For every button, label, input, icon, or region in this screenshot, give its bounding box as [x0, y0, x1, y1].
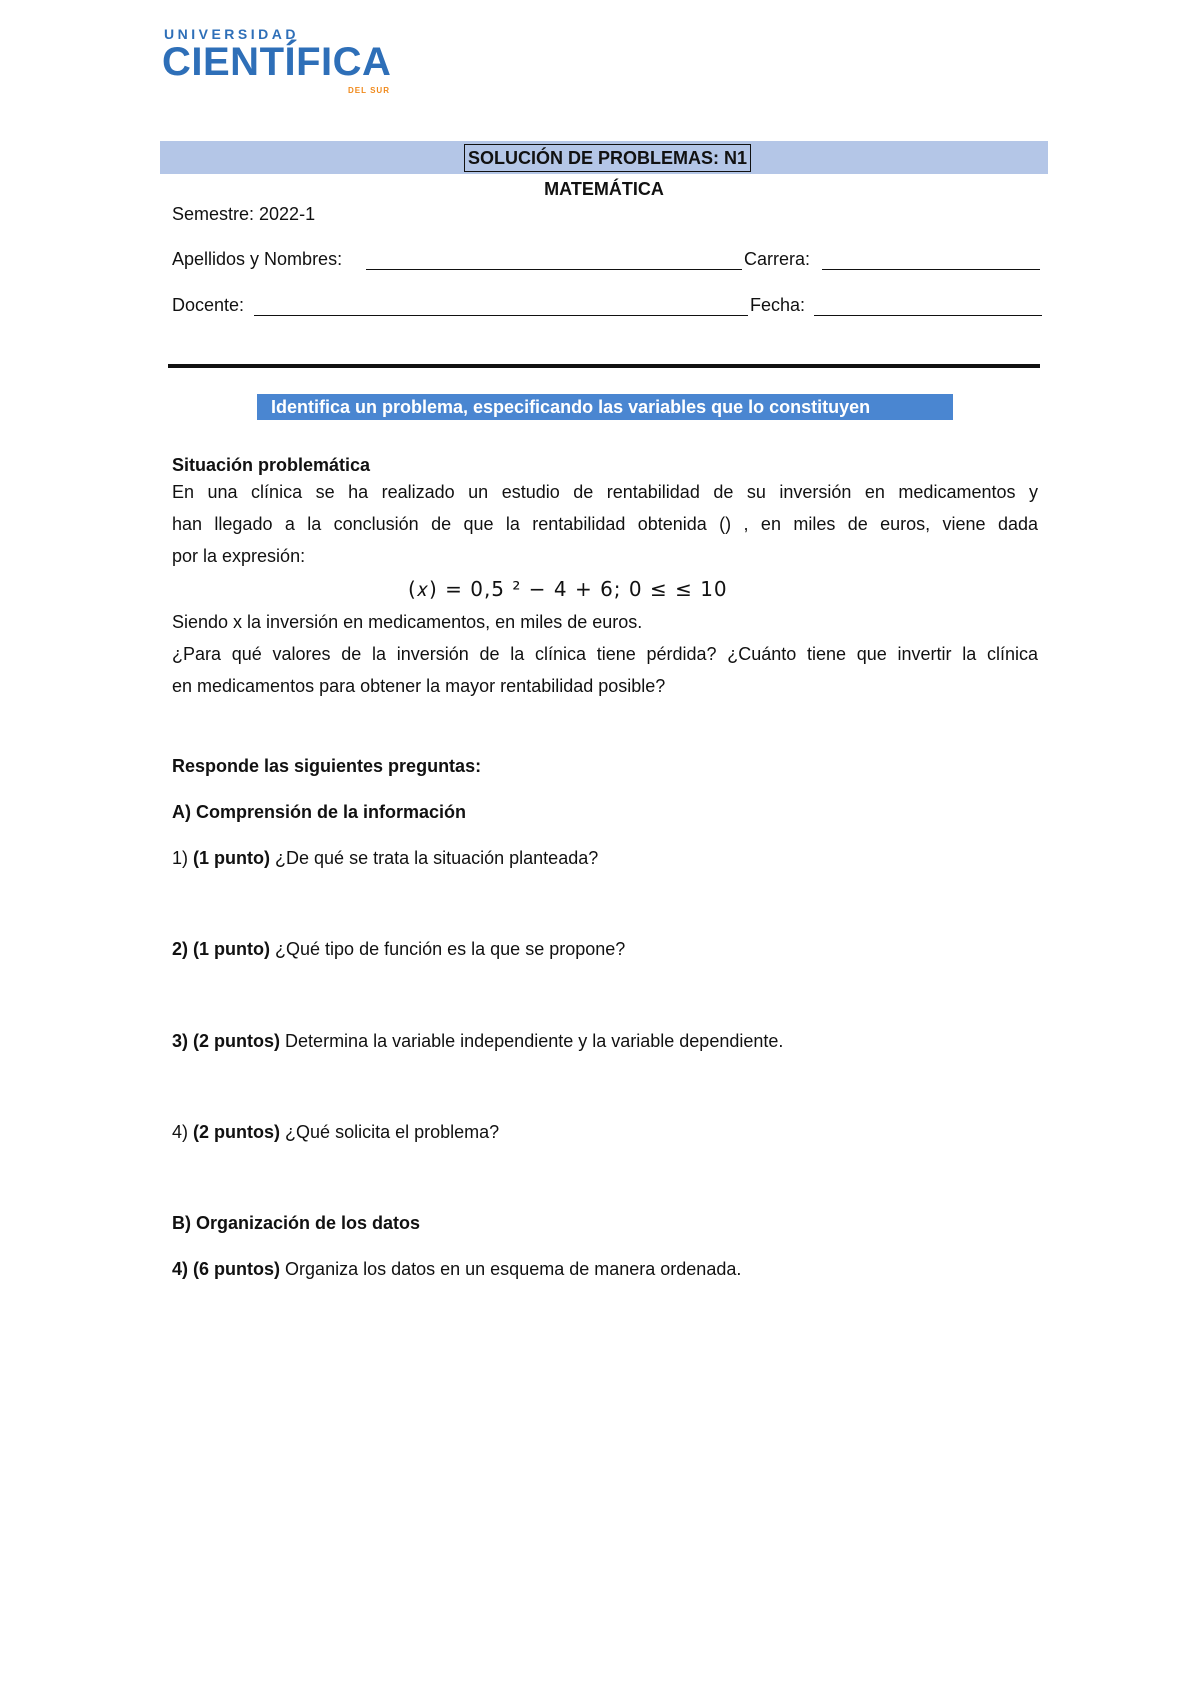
situation-heading: Situación problemática — [172, 455, 371, 475]
question-number: 4) — [172, 1259, 189, 1279]
document-title: SOLUCIÓN DE PROBLEMAS: N1 — [464, 144, 751, 172]
question-number: 1) — [172, 848, 189, 868]
question-points: (6 puntos) — [193, 1259, 281, 1279]
question-5 — [172, 1256, 741, 1282]
question-text: Determina la variable independiente y la variable dependiente. — [285, 1031, 784, 1051]
question-text: ¿De qué se trata la situación planteada? — [275, 848, 599, 868]
question-points: (2 puntos) — [193, 1031, 281, 1051]
career-blank[interactable] — [822, 269, 1040, 270]
university-logo — [162, 26, 402, 95]
part-b-heading: B) Organización de los datos — [172, 1213, 421, 1233]
situation-line: ¿Para qué valores de la inversión de la clínica tiene pérdida? ¿Cuánto tiene que invertir la clínica — [172, 644, 1038, 664]
question-points: (1 punto) — [193, 939, 271, 959]
date-label: Fecha: — [750, 295, 806, 315]
situation-line: han llegado a la conclusión de que la rentabilidad obtenida () , en miles de euros, viene dada — [172, 514, 1038, 534]
situation-continuation — [172, 606, 1038, 702]
part-a-heading: A) Comprensión de la información — [172, 802, 467, 822]
questions-heading: Responde las siguientes preguntas: — [172, 756, 482, 776]
logo-sub-text: DEL SUR — [348, 86, 390, 95]
situation-line: Siendo x la inversión en medicamentos, en miles de euros. — [172, 612, 643, 632]
question-2 — [172, 936, 625, 962]
question-number: 3) — [172, 1031, 189, 1051]
question-text: ¿Qué solicita el problema? — [285, 1122, 500, 1142]
document-subtitle: MATEMÁTICA — [544, 179, 664, 199]
situation-line: En una clínica se ha realizado un estudio de rentabilidad de su inversión en medicamentos y — [172, 482, 1038, 502]
question-number: 4) — [172, 1122, 189, 1142]
divider-rule — [168, 364, 1040, 368]
question-points: (1 punto) — [193, 848, 271, 868]
logo-top-text: UNIVERSIDAD — [164, 26, 299, 42]
question-4 — [172, 1119, 499, 1145]
question-text: Organiza los datos en un esquema de manera ordenada. — [285, 1259, 742, 1279]
situation-line: en medicamentos para obtener la mayor rentabilidad posible? — [172, 676, 666, 696]
question-text: ¿Qué tipo de función es la que se propone? — [275, 939, 626, 959]
semester-label: Semestre: 2022-1 — [172, 204, 316, 224]
situation-line: por la expresión: — [172, 546, 306, 566]
situation-paragraph — [172, 476, 1038, 572]
names-label: Apellidos y Nombres: — [172, 249, 343, 269]
date-blank[interactable] — [814, 315, 1042, 316]
question-points: (2 puntos) — [193, 1122, 281, 1142]
profit-formula: (𝑥) = 0,5 ² − 4 + 6; 0 ≤ ≤ 10 — [408, 577, 728, 601]
question-3 — [172, 1028, 783, 1054]
teacher-blank[interactable] — [254, 315, 748, 316]
question-1 — [172, 845, 598, 871]
teacher-label: Docente: — [172, 295, 245, 315]
question-number: 2) — [172, 939, 189, 959]
section-banner: Identifica un problema, especificando las variables que lo constituyen — [257, 394, 953, 420]
career-label: Carrera: — [744, 249, 811, 269]
logo-main-text: CIENTÍFICA — [162, 40, 392, 84]
names-blank[interactable] — [366, 269, 742, 270]
